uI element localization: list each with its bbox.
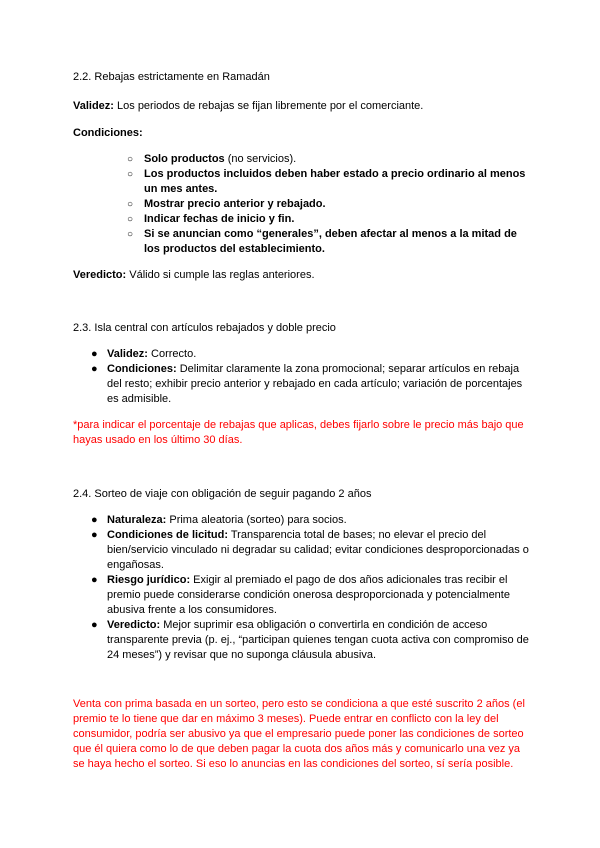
section-2-4-list <box>91 513 531 663</box>
bullet-icon: ● <box>91 348 98 360</box>
veredicto-paragraph <box>73 268 533 283</box>
veredicto-label: Veredicto: <box>73 269 127 281</box>
list-item: ● Veredicto: Mejor suprimir esa obligación o convertirla en condición de acceso transparente previa (p. ej., “participan quienes tengan cuota activa con compromiso de 24 meses”) y revisar que no suponga cláusula abusiva. <box>91 619 529 661</box>
list-item: ● Validez: Correcto. <box>91 348 197 360</box>
section-2-3-note: *para indicar el porcentaje de rebajas que aplicas, debes fijarlo sobre le precio más bajo que hayas usado en los último 30 días. <box>73 419 524 446</box>
circle-bullet-icon: ○ <box>127 169 134 180</box>
list-item: ○ Mostrar precio anterior y rebajado. <box>127 198 326 210</box>
validez-paragraph <box>73 99 533 114</box>
list-item: ○ Solo productos (no servicios). <box>127 153 297 165</box>
list-item: ● Riesgo jurídico: Exigir al premiado el pago de dos años adicionales tras recibir el premio puede considerarse condición onerosa desproporcionada y potencialmente abusiva frente a los consumidores. <box>91 574 510 616</box>
list-item: ● Condiciones de licitud: Transparencia total de bases; no elevar el precio del bien/servicio vinculado ni degradar su calidad; evitar condiciones desproporcionadas o engañosas. <box>91 529 529 571</box>
veredicto-text: Válido si cumple las reglas anteriores. <box>126 269 315 281</box>
list-item: ○ Si se anuncian como “generales”, deben afectar al menos a la mitad de los productos del establecimiento. <box>127 228 517 255</box>
bullet-icon: ● <box>91 363 98 375</box>
list-item: ● Condiciones: Delimitar claramente la zona promocional; separar artículos en rebaja del resto; exhibir precio anterior y rebajado en cada artículo; variación de porcentajes es admisible. <box>91 363 523 405</box>
list-item: ○ Indicar fechas de inicio y fin. <box>127 213 295 225</box>
bullet-icon: ● <box>91 574 98 586</box>
section-2-3-list <box>91 347 531 407</box>
list-item: ○ Los productos incluidos deben haber estado a precio ordinario al menos un mes antes. <box>127 168 526 195</box>
section-2-2-heading: 2.2. Rebajas estrictamente en Ramadán <box>73 71 270 83</box>
circle-bullet-icon: ○ <box>127 154 134 165</box>
circle-bullet-icon: ○ <box>127 229 134 240</box>
validez-label: Validez: <box>73 100 114 112</box>
section-2-4-note: Venta con prima basada en un sorteo, pero esto se condiciona a que esté suscrito 2 años (el premio te lo tiene que dar en máximo 3 meses). Puede entrar en conflicto con la ley del consumidor, podría ser abusivo ya que el empresario puede poner las condiciones de sorteo que él quiera como lo de que deben pagar la cuota dos años más y comunicarlo una vez ya se haya hecho el sorteo. Si eso lo anuncias en las condiciones del sorteo, sí sería posible. <box>73 698 525 770</box>
bullet-icon: ● <box>91 619 98 631</box>
list-item: ● Naturaleza: Prima aleatoria (sorteo) para socios. <box>91 514 347 526</box>
circle-bullet-icon: ○ <box>127 199 134 210</box>
condiciones-label: Condiciones: <box>73 127 143 139</box>
bullet-icon: ● <box>91 529 98 541</box>
condiciones-list <box>127 152 527 257</box>
section-2-4-heading: 2.4. Sorteo de viaje con obligación de seguir pagando 2 años <box>73 488 372 500</box>
bullet-icon: ● <box>91 514 98 526</box>
circle-bullet-icon: ○ <box>127 214 134 225</box>
section-2-3-heading: 2.3. Isla central con artículos rebajados y doble precio <box>73 322 336 334</box>
validez-text: Los periodos de rebajas se fijan libremente por el comerciante. <box>113 100 424 112</box>
